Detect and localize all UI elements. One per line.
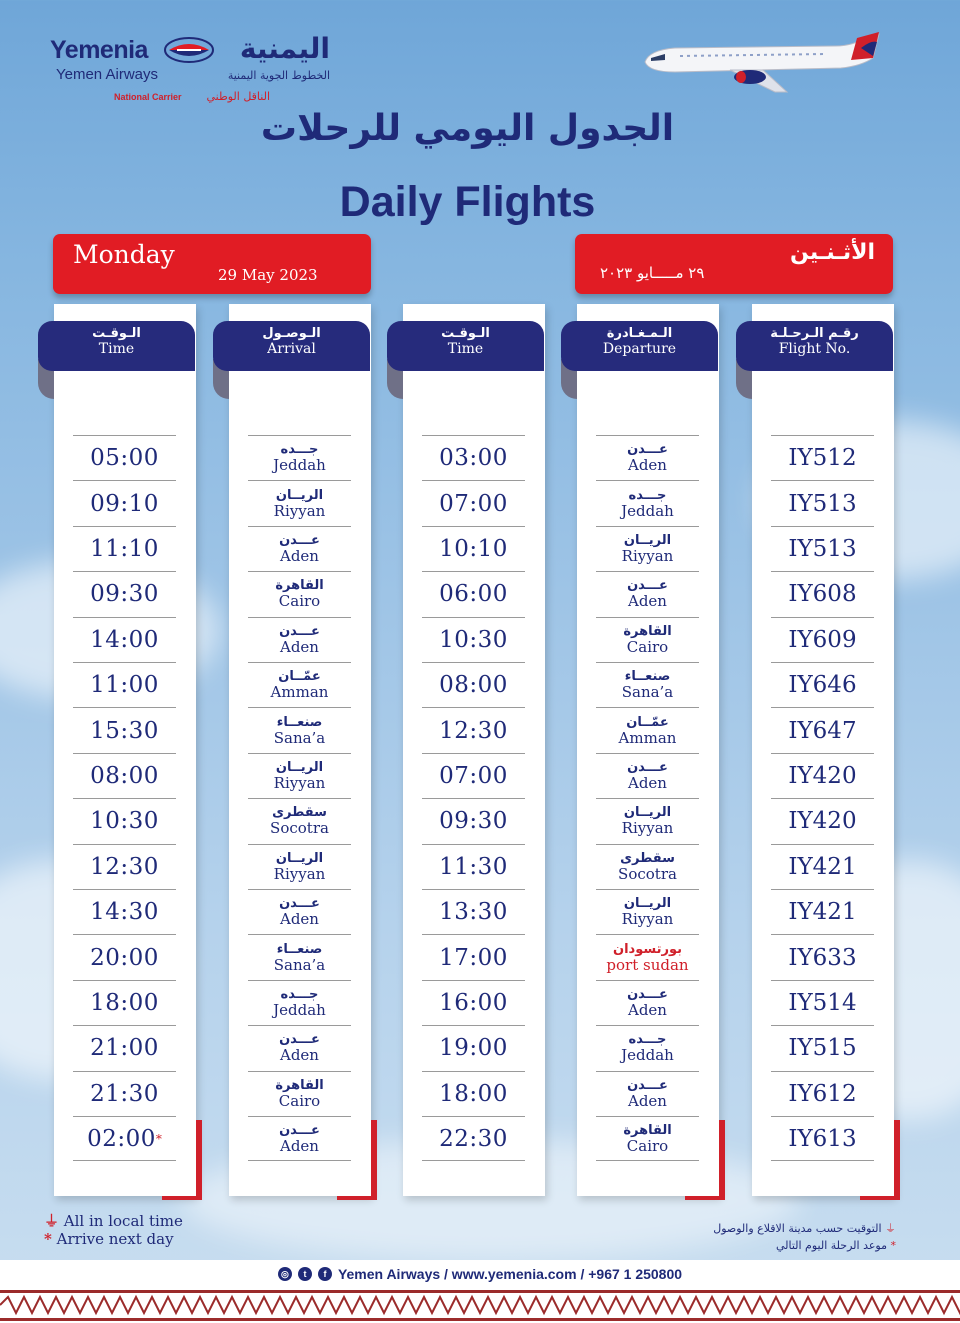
departure-city-en: Cairo xyxy=(626,637,669,656)
departure-city-en: Cairo xyxy=(626,1136,669,1155)
table-row xyxy=(73,1025,176,1070)
brand-sub-en: Yemen Airways xyxy=(56,66,158,83)
arrival-time: 11:10 xyxy=(90,535,159,562)
table-row xyxy=(422,617,525,662)
table-row xyxy=(422,889,525,934)
column-header xyxy=(213,321,370,371)
arrival-city-en: Sana’a xyxy=(273,955,326,974)
table-row xyxy=(73,1116,176,1161)
departure-city-en: Aden xyxy=(628,1091,667,1110)
departure-city-ar: عمّــان xyxy=(626,714,669,730)
arrival-city-en: Sana’a xyxy=(273,728,326,747)
table-row xyxy=(248,435,351,480)
header-label-en: Time xyxy=(98,341,135,357)
brand-national-ar: الناقل الوطني xyxy=(206,90,270,103)
table-row xyxy=(596,480,699,525)
table-row xyxy=(596,571,699,616)
departure-city-ar: الريــان xyxy=(623,805,672,821)
departure-column xyxy=(577,304,719,1196)
arrival-city-en: Aden xyxy=(280,1046,319,1065)
table-row xyxy=(422,753,525,798)
departure-city-en: Jeddah xyxy=(621,501,674,520)
arrival-time: 18:00 xyxy=(90,989,159,1016)
table-row xyxy=(771,934,874,979)
table-row xyxy=(248,889,351,934)
arrival-time: 12:30 xyxy=(90,853,159,880)
arrival-city-en: Cairo xyxy=(278,1091,321,1110)
table-row xyxy=(422,662,525,707)
arrival-city-ar: جـــده xyxy=(280,442,319,458)
table-row xyxy=(596,753,699,798)
accent-bar xyxy=(337,1196,377,1200)
departure-city-ar: صنعــاء xyxy=(624,669,671,685)
arrival-city-en: Jeddah xyxy=(273,1000,326,1019)
flight-number: IY612 xyxy=(788,1080,857,1107)
departure-city-ar: عـــدن xyxy=(627,1077,668,1093)
table-row xyxy=(73,1071,176,1116)
legend-en xyxy=(44,1212,183,1248)
table-row xyxy=(771,480,874,525)
departure-city-ar: الريــان xyxy=(623,532,672,548)
departure-city-en: Riyyan xyxy=(621,910,674,929)
day-label-en: Monday xyxy=(73,240,175,269)
table-row xyxy=(73,662,176,707)
note-local-time-ar xyxy=(713,1220,896,1237)
table-row xyxy=(422,571,525,616)
table-row xyxy=(73,571,176,616)
arrival-time: 09:10 xyxy=(90,490,159,517)
departure-city-ar: بورتسودان xyxy=(613,941,682,957)
next-day-star: * xyxy=(155,1131,162,1146)
departure-time: 08:00 xyxy=(439,672,508,699)
yemenia-emblem-icon xyxy=(163,36,215,64)
flight-number-column xyxy=(752,304,894,1196)
table-row xyxy=(596,526,699,571)
departure-city-en: Socotra xyxy=(618,864,677,883)
airplane-icon xyxy=(635,28,885,98)
header-label-en: Arrival xyxy=(267,341,316,357)
arrival-city-ar: جـــده xyxy=(280,986,319,1002)
departure-city-en: Aden xyxy=(628,592,667,611)
brand-national-en: National Carrier xyxy=(114,92,182,102)
arrival-city-ar: عـــدن xyxy=(279,1032,320,1048)
departure-city-ar: عـــدن xyxy=(627,759,668,775)
column-header xyxy=(561,321,718,371)
flight-number: IY513 xyxy=(788,490,857,517)
arrival-city-ar: عـــدن xyxy=(279,532,320,548)
arrival-time: 14:00 xyxy=(90,626,159,653)
table-row xyxy=(73,980,176,1025)
table-row xyxy=(422,1071,525,1116)
table-row xyxy=(73,480,176,525)
flight-number: IY646 xyxy=(788,672,857,699)
note-next-day-en xyxy=(44,1230,183,1248)
brand-name-en: Yemenia xyxy=(50,36,148,64)
decorative-pattern xyxy=(0,1288,960,1323)
arrival-city-ar: عـــدن xyxy=(279,1122,320,1138)
departure-city-ar: عـــدن xyxy=(627,986,668,1002)
arrival-column xyxy=(229,304,371,1196)
departure-time: 12:30 xyxy=(439,717,508,744)
arrival-city-en: Aden xyxy=(280,546,319,565)
table-row xyxy=(596,844,699,889)
arrival-city-en: Aden xyxy=(280,637,319,656)
arrival-city-en: Socotra xyxy=(270,819,329,838)
table-row xyxy=(771,526,874,571)
legend-ar xyxy=(713,1220,896,1254)
flight-number: IY421 xyxy=(788,899,857,926)
table-row xyxy=(73,435,176,480)
arrival-city-en: Jeddah xyxy=(273,456,326,475)
table-row xyxy=(248,617,351,662)
arrival-time: 10:30 xyxy=(90,808,159,835)
arrival-city-en: Riyyan xyxy=(273,773,326,792)
departure-city-ar: جـــده xyxy=(628,487,667,503)
arrival-city-ar: الريــان xyxy=(275,850,324,866)
table-row xyxy=(248,934,351,979)
header-label-ar: الـمـغـادرة xyxy=(606,326,673,341)
table-row xyxy=(422,480,525,525)
arrival-city-ar: القاهرة xyxy=(275,578,324,594)
arrival-city-ar: القاهرة xyxy=(275,1077,324,1093)
table-row xyxy=(771,844,874,889)
table-row xyxy=(248,1071,351,1116)
departure-city-en: Jeddah xyxy=(621,1046,674,1065)
day-label-ar: الأثـنـين xyxy=(790,240,875,265)
arrival-time: 15:30 xyxy=(90,717,159,744)
arrival-city-en: Cairo xyxy=(278,592,321,611)
arrival-city-ar: سقطرى xyxy=(272,805,327,821)
arrival-city-ar: عمّــان xyxy=(278,669,321,685)
table-row xyxy=(596,1071,699,1116)
table-row xyxy=(73,934,176,979)
departure-time: 10:30 xyxy=(439,626,508,653)
departure-city-en: port sudan xyxy=(606,955,689,974)
flight-number: IY514 xyxy=(788,989,857,1016)
departure-time-column xyxy=(403,304,545,1196)
departure-city-ar: عـــدن xyxy=(627,578,668,594)
table-row xyxy=(596,889,699,934)
accent-bar xyxy=(860,1196,900,1200)
brand-sub-ar: الخطوط الجوية اليمنية xyxy=(227,69,330,82)
table-row xyxy=(248,1116,351,1161)
arrival-city-ar: عـــدن xyxy=(279,896,320,912)
flight-number: IY608 xyxy=(788,581,857,608)
table-row xyxy=(771,753,874,798)
departure-time: 16:00 xyxy=(439,989,508,1016)
date-banner-en xyxy=(53,234,371,294)
arrival-city-ar: صنعــاء xyxy=(276,941,323,957)
column-header xyxy=(38,321,195,371)
flight-number: IY609 xyxy=(788,626,857,653)
note-local-time-en xyxy=(44,1212,183,1230)
table-row xyxy=(422,844,525,889)
star-mark: * xyxy=(44,1230,52,1248)
table-row xyxy=(248,480,351,525)
departure-city-en: Aden xyxy=(628,1000,667,1019)
table-row xyxy=(596,1116,699,1161)
departure-city-ar: الريــان xyxy=(623,896,672,912)
flight-number: IY613 xyxy=(788,1125,857,1152)
departure-city-ar: عـــدن xyxy=(627,442,668,458)
date-label-ar: ٢٩ مـــــايو ٢٠٢٣ xyxy=(600,264,705,282)
table-row xyxy=(422,934,525,979)
table-row xyxy=(771,435,874,480)
arrival-time: 09:30 xyxy=(90,581,159,608)
table-row xyxy=(771,707,874,752)
departure-time: 09:30 xyxy=(439,808,508,835)
accent-bar xyxy=(719,1120,725,1200)
twitter-icon[interactable]: t xyxy=(298,1267,312,1281)
table-row xyxy=(596,617,699,662)
departure-city-en: Riyyan xyxy=(621,819,674,838)
accent-bar xyxy=(371,1120,377,1200)
flight-number: IY515 xyxy=(788,1035,857,1062)
departure-city-ar: القاهرة xyxy=(623,1122,672,1138)
table-row xyxy=(596,934,699,979)
table-row xyxy=(771,571,874,616)
flight-number: IY513 xyxy=(788,535,857,562)
table-row xyxy=(596,980,699,1025)
table-row xyxy=(248,753,351,798)
arrival-time: 08:00 xyxy=(90,762,159,789)
table-row xyxy=(596,1025,699,1070)
note-local-text: All in local time xyxy=(63,1212,183,1230)
arrival-time: 21:00 xyxy=(90,1035,159,1062)
arrival-city-ar: الريــان xyxy=(275,487,324,503)
departure-time: 17:00 xyxy=(439,944,508,971)
footer-text: Yemen Airways / www.yemenia.com / +967 1 250800 xyxy=(337,1266,683,1282)
departure-time: 19:00 xyxy=(439,1035,508,1062)
departure-time: 10:10 xyxy=(439,535,508,562)
table-row xyxy=(771,1071,874,1116)
departure-city-en: Aden xyxy=(628,773,667,792)
flight-number: IY420 xyxy=(788,762,857,789)
flight-number: IY421 xyxy=(788,853,857,880)
departure-city-ar: جـــده xyxy=(628,1032,667,1048)
accent-bar xyxy=(685,1196,725,1200)
accent-bar xyxy=(196,1120,202,1200)
flight-number: IY420 xyxy=(788,808,857,835)
header-label-ar: رقـم الـرحـلـة xyxy=(770,326,859,341)
table-row xyxy=(771,662,874,707)
arrival-city-ar: صنعــاء xyxy=(276,714,323,730)
arrival-time: 14:30 xyxy=(90,899,159,926)
table-row xyxy=(248,571,351,616)
departure-city-en: Amman xyxy=(618,728,677,747)
table-row xyxy=(771,798,874,843)
table-row xyxy=(248,662,351,707)
note-next-text: Arrive next day xyxy=(56,1230,174,1248)
footer-contact xyxy=(0,1260,960,1288)
arrival-city-ar: عـــدن xyxy=(279,623,320,639)
arrival-city-en: Amman xyxy=(270,683,329,702)
departure-city-en: Aden xyxy=(628,456,667,475)
table-row xyxy=(771,617,874,662)
arrival-time: 05:00 xyxy=(90,445,159,472)
departure-city-ar: سقطرى xyxy=(620,850,675,866)
table-row xyxy=(596,435,699,480)
table-row xyxy=(422,1116,525,1161)
note-next-day-ar xyxy=(713,1237,896,1254)
clock-mark-icon: ⏚ xyxy=(885,1222,896,1235)
table-row xyxy=(248,980,351,1025)
flight-number: IY633 xyxy=(788,944,857,971)
arrival-time: 02:00 xyxy=(87,1125,156,1152)
arrival-time-column xyxy=(54,304,196,1196)
table-row xyxy=(422,1025,525,1070)
departure-city-ar: القاهرة xyxy=(623,623,672,639)
header-label-ar: الـوقـت xyxy=(92,326,141,341)
header-label-ar: الـوقـت xyxy=(441,326,490,341)
page-title-en: Daily Flights xyxy=(339,178,596,226)
page-title-ar: الجدول اليومي للرحلات xyxy=(260,108,675,149)
facebook-icon[interactable]: f xyxy=(318,1267,332,1281)
instagram-icon[interactable]: ◎ xyxy=(278,1267,292,1281)
departure-time: 22:30 xyxy=(439,1125,508,1152)
departure-time: 07:00 xyxy=(439,490,508,517)
accent-bar xyxy=(162,1196,202,1200)
table-row xyxy=(422,526,525,571)
table-row xyxy=(771,980,874,1025)
table-row xyxy=(422,707,525,752)
arrival-city-en: Aden xyxy=(280,910,319,929)
table-row xyxy=(771,889,874,934)
table-row xyxy=(422,435,525,480)
departure-time: 13:30 xyxy=(439,899,508,926)
table-row xyxy=(73,526,176,571)
table-row xyxy=(248,844,351,889)
table-row xyxy=(73,617,176,662)
arrival-time: 11:00 xyxy=(90,672,159,699)
table-row xyxy=(73,844,176,889)
departure-time: 11:30 xyxy=(439,853,508,880)
flight-number: IY647 xyxy=(788,717,857,744)
table-row xyxy=(73,798,176,843)
table-row xyxy=(771,1116,874,1161)
arrival-city-ar: الريــان xyxy=(275,759,324,775)
star-mark: * xyxy=(890,1239,896,1252)
table-row xyxy=(596,707,699,752)
accent-bar xyxy=(894,1120,900,1200)
column-header xyxy=(736,321,893,371)
table-row xyxy=(73,753,176,798)
clock-mark-icon: ⏚ xyxy=(44,1212,60,1230)
date-banner-ar xyxy=(575,234,893,294)
table-row xyxy=(596,662,699,707)
table-row xyxy=(248,526,351,571)
column-header xyxy=(387,321,544,371)
header-label-en: Flight No. xyxy=(778,341,851,357)
table-row xyxy=(248,707,351,752)
table-row xyxy=(596,798,699,843)
departure-time: 03:00 xyxy=(439,445,508,472)
note-next-text-ar: موعد الرحلة اليوم التالي xyxy=(775,1239,887,1252)
departure-time: 07:00 xyxy=(439,762,508,789)
arrival-city-en: Riyyan xyxy=(273,864,326,883)
header-label-en: Departure xyxy=(602,341,677,357)
arrival-time: 20:00 xyxy=(90,944,159,971)
arrival-time: 21:30 xyxy=(90,1080,159,1107)
flight-number: IY512 xyxy=(788,445,857,472)
table-row xyxy=(422,980,525,1025)
note-local-text-ar: التوقيت حسب مدينة الاقلاع والوصول xyxy=(713,1222,882,1235)
table-row xyxy=(73,707,176,752)
header-label-en: Time xyxy=(447,341,484,357)
date-label-en: 29 May 2023 xyxy=(218,266,318,284)
table-row xyxy=(248,1025,351,1070)
table-row xyxy=(422,798,525,843)
header-label-ar: الـوصـول xyxy=(262,326,321,341)
departure-city-en: Sana’a xyxy=(621,683,674,702)
table-row xyxy=(248,798,351,843)
table-row xyxy=(73,889,176,934)
arrival-city-en: Riyyan xyxy=(273,501,326,520)
departure-city-en: Riyyan xyxy=(621,546,674,565)
brand-logo xyxy=(50,32,340,107)
departure-time: 18:00 xyxy=(439,1080,508,1107)
arrival-city-en: Aden xyxy=(280,1136,319,1155)
departure-time: 06:00 xyxy=(439,581,508,608)
table-row xyxy=(771,1025,874,1070)
brand-name-ar: اليمنية xyxy=(239,32,330,65)
